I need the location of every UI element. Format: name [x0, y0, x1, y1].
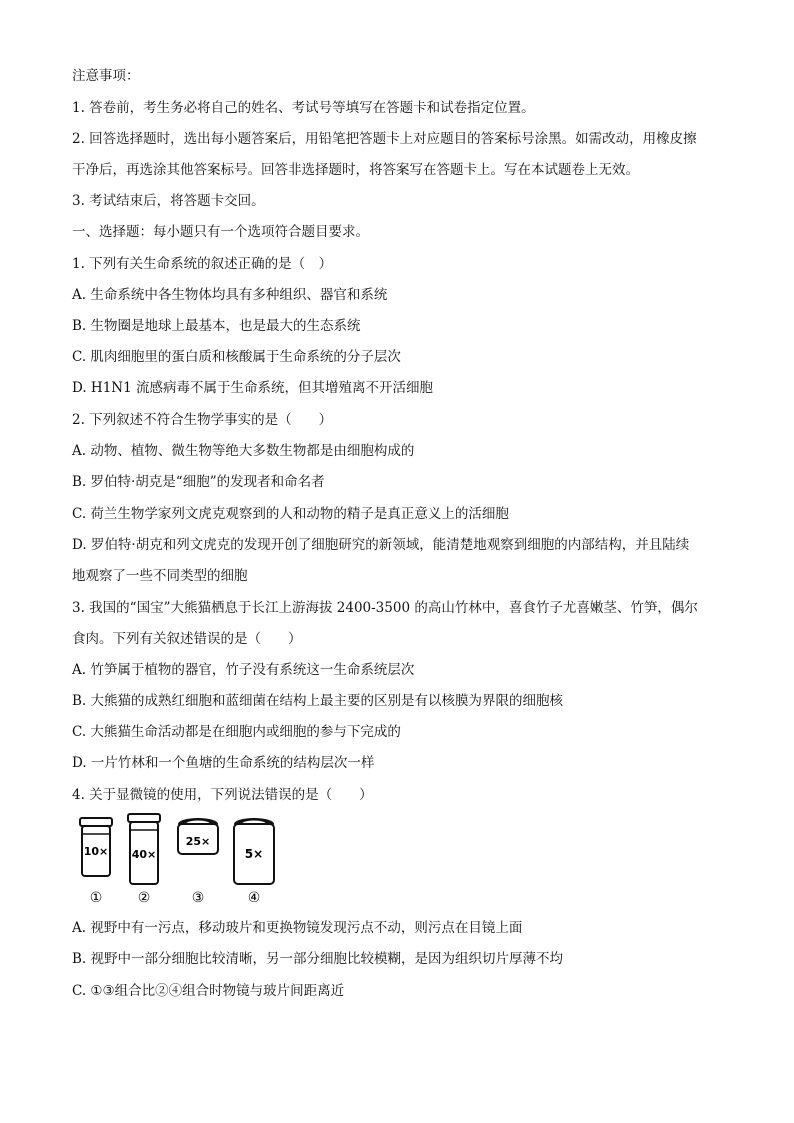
eyepiece-lens-icon [128, 814, 160, 906]
lens-magnification: 25× [185, 835, 211, 848]
question-stem: 3. 我国的“国宝”大熊猫栖息于长江上游海拔 2400-3500 的高山竹林中，喜食竹子尤喜嫩茎、竹笋，偶尔 [72, 600, 698, 616]
lens-magnification: 5× [244, 847, 264, 861]
section-title: 一、选择题：每小题只有一个选项符合题目要求。 [72, 224, 369, 240]
question-option: B. 罗伯特·胡克是“细胞”的发现者和命名者 [72, 474, 325, 490]
question-option: C. 荷兰生物学家列文虎克观察到的人和动物的精子是真正意义上的活细胞 [72, 506, 509, 522]
question-stem: 1. 下列有关生命系统的叙述正确的是（ ） [72, 256, 333, 272]
lens-number: ③ [191, 890, 205, 906]
question-option: D. H1N1 流感病毒不属于生命系统，但其增殖离不开活细胞 [72, 380, 433, 396]
objective-lens-icon [178, 818, 218, 906]
notes-heading: 注意事项： [72, 68, 140, 84]
question-option: B. 生物圈是地球上最基本，也是最大的生态系统 [72, 318, 361, 334]
question-option: A. 生命系统中各生物体均具有多种组织、器官和系统 [72, 287, 388, 303]
question-stem: 4. 关于显微镜的使用，下列说法错误的是（ ） [72, 787, 373, 803]
lens-magnification: 40× [131, 848, 157, 861]
lens-number: ② [137, 890, 151, 906]
note-item: 3. 考试结束后，将答题卡交回。 [72, 193, 265, 209]
lens-number: ④ [247, 890, 261, 906]
objective-lens-icon [234, 818, 274, 906]
question-option: D. 罗伯特·胡克和列文虎克的发现开创了细胞研究的新领域，能清楚地观察到细胞的内部结构，并且陆续 [72, 537, 690, 553]
question-option: D. 一片竹林和一个鱼塘的生命系统的结构层次一样 [72, 755, 375, 771]
question-option: A. 视野中有一污点，移动玻片和更换物镜发现污点不动，则污点在目镜上面 [72, 920, 523, 936]
note-item: 1. 答卷前，考生务必将自己的姓名、考试号等填写在答题卡和试卷指定位置。 [72, 100, 535, 116]
question-option: C. 肌肉细胞里的蛋白质和核酸属于生命系统的分子层次 [72, 349, 401, 365]
question-option: B. 大熊猫的成熟红细胞和蓝细菌在结构上最主要的区别是有以核膜为界限的细胞核 [72, 693, 564, 709]
question-stem-continued: 食肉。下列有关叙述错误的是（ ） [72, 631, 302, 647]
question-option: A. 竹笋属于植物的器官，竹子没有系统这一生命系统层次 [72, 662, 415, 678]
question-option: C. ①③组合比②④组合时物镜与玻片间距离近 [72, 983, 345, 999]
note-item: 2. 回答选择题时，选出每小题答案后，用铅笔把答题卡上对应题目的答案标号涂黑。如需改动，用橡皮擦 [72, 131, 697, 147]
question-option-continued: 地观察了一些不同类型的细胞 [72, 568, 248, 584]
eyepiece-lens-icon [80, 818, 112, 906]
microscope-lenses-figure [72, 812, 302, 908]
question-stem: 2. 下列叙述不符合生物学事实的是（ ） [72, 412, 333, 428]
question-option: B. 视野中一部分细胞比较清晰，另一部分细胞比较模糊，是因为组织切片厚薄不均 [72, 951, 564, 967]
lens-number: ① [89, 890, 103, 906]
note-item: 干净后，再选涂其他答案标号。回答非选择题时，将答案写在答题卡上。写在本试题卷上无效。 [72, 162, 639, 178]
question-option: C. 大熊猫生命活动都是在细胞内或细胞的参与下完成的 [72, 724, 401, 740]
question-option: A. 动物、植物、微生物等绝大多数生物都是由细胞构成的 [72, 443, 415, 459]
lens-magnification: 10× [83, 845, 109, 858]
